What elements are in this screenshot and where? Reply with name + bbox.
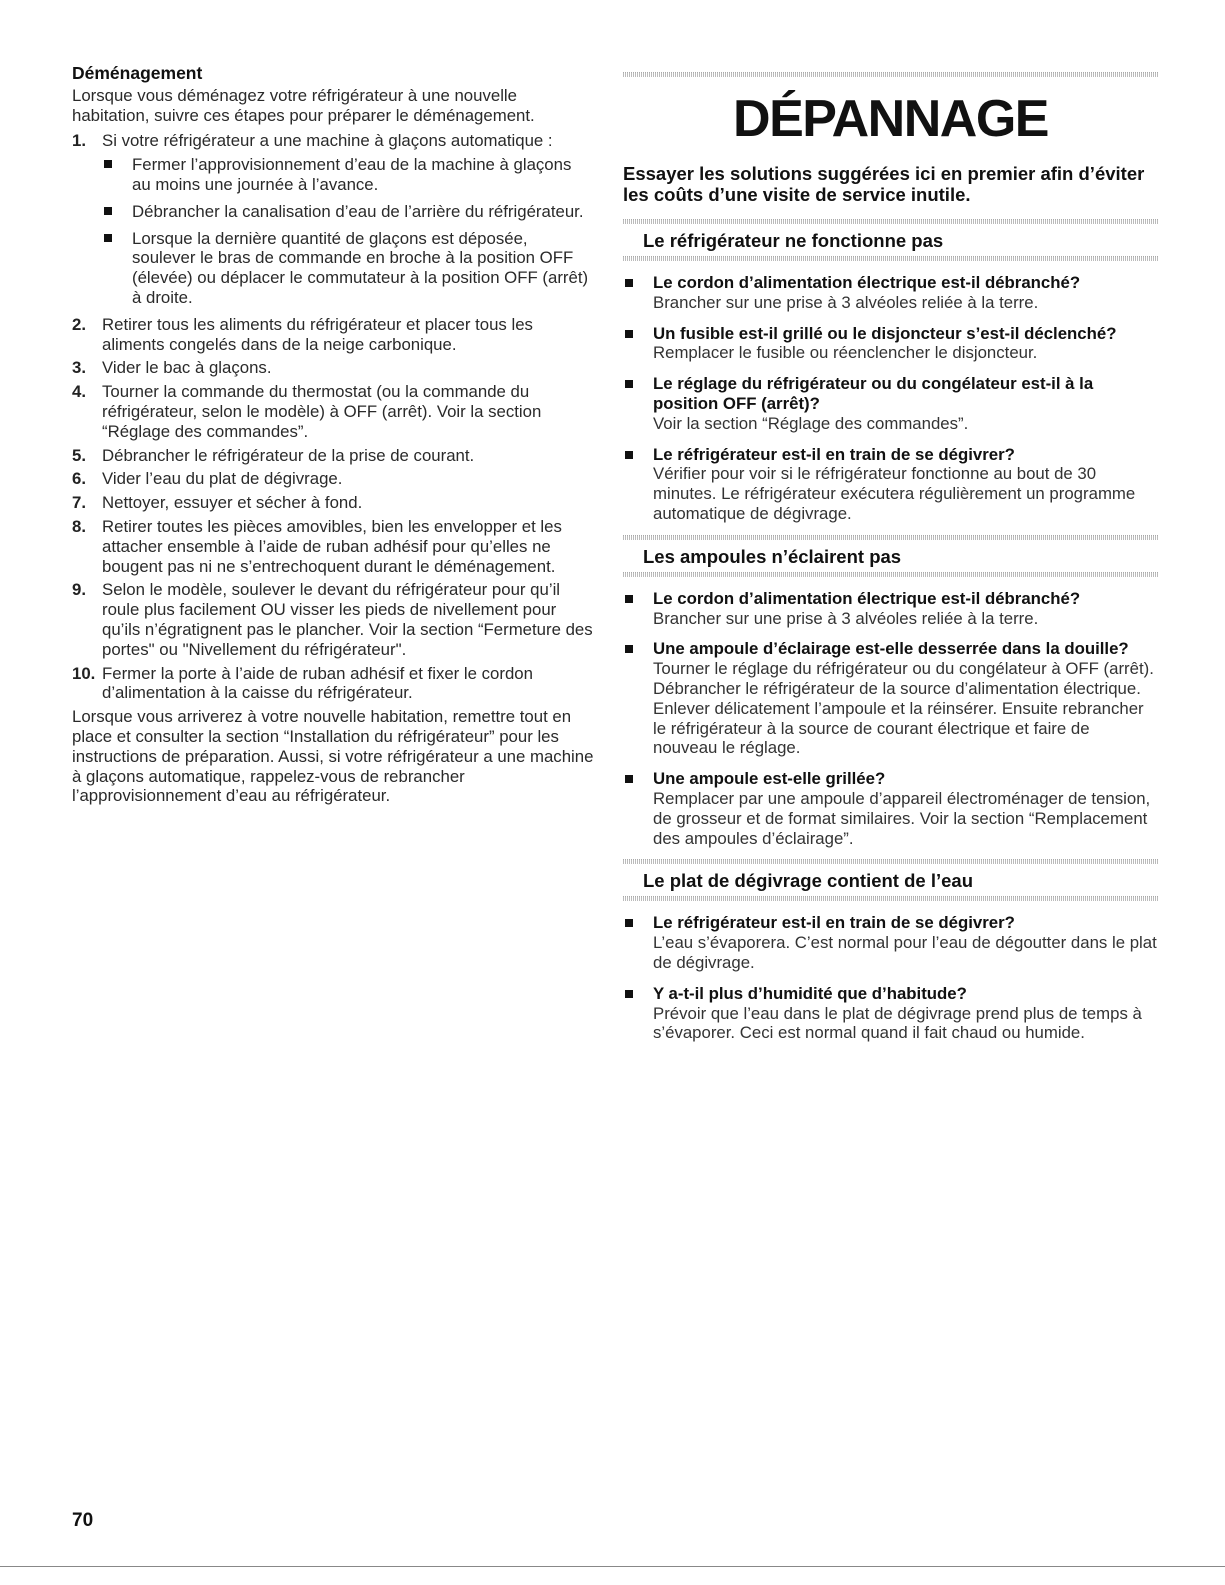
section-title: Le réfrigérateur ne fonctionne pas xyxy=(643,230,944,251)
page-number: 70 xyxy=(72,1510,94,1531)
step-number: 7. xyxy=(72,493,86,513)
answer-text: Tourner le réglage du réfrigérateur ou du congélateur à OFF (arrêt). Débrancher le réfrigérateur de la source d’alimentation électrique. Enlever délicatement l’ampoule et la réinsérer. Ensuite rebrancher le réfrigérateur à la source de courant électrique et faire de nouveau le réglage. xyxy=(653,659,1154,758)
square-bullet-icon xyxy=(104,160,112,168)
answer-text: Prévoir que l’eau dans le plat de dégivrage prend plus de temps à s’évaporer. Ceci est normal quand il fait chaud ou humide. xyxy=(653,1003,1142,1043)
answer-text: Brancher sur une prise à 3 alvéoles reliée à la terre. xyxy=(653,292,1039,312)
step-item xyxy=(72,493,594,513)
square-bullet-icon xyxy=(104,234,112,242)
question-item xyxy=(623,984,1158,1043)
question-item xyxy=(623,445,1158,524)
question-text: Le réfrigérateur est-il en train de se dégivrer? xyxy=(653,444,1015,464)
bottom-divider xyxy=(0,1566,1225,1567)
divider xyxy=(623,572,1158,577)
step-number: 6. xyxy=(72,469,86,489)
sub-bullet-item xyxy=(102,229,594,308)
step-text: Selon le modèle, soulever le devant du réfrigérateur pour qu’il roule plus facilement OU visser les pieds de nivellement pour qu’ils n’égratignent pas le plancher. Voir la section “Fermeture des portes" ou "Nivellement du réfrigérateur". xyxy=(102,580,593,659)
moving-closing: Lorsque vous arriverez à votre nouvelle habitation, remettre tout en place et consulter la section “Installation du réfrigérateur” pour les instructions de préparation. Aussi, si votre réfrigérateur a une machine à glaçons automatique, rappelez-vous de rebrancher l’approvisionnement d’eau au réfrigérateur. xyxy=(72,707,594,806)
section-title: Le plat de dégivrage contient de l’eau xyxy=(643,870,973,892)
question-text: Le cordon d’alimentation électrique est-il débranché? xyxy=(653,588,1081,608)
step-text: Vider l’eau du plat de dégivrage. xyxy=(102,469,343,489)
sub-bullet-item xyxy=(102,155,594,195)
step-item xyxy=(72,382,594,441)
troubleshooting-intro: Essayer les solutions suggérées ici en premier afin d’éviter les coûts d’une visite de service inutile. xyxy=(623,163,1145,205)
square-bullet-icon xyxy=(625,645,633,653)
square-bullet-icon xyxy=(625,380,633,388)
answer-text: Vérifier pour voir si le réfrigérateur fonctionne au bout de 30 minutes. Le réfrigérateur exécutera régulièrement un programme automatique de dégivrage. xyxy=(653,464,1136,523)
moving-steps xyxy=(72,131,594,703)
square-bullet-icon xyxy=(625,990,633,998)
question-list xyxy=(623,913,1158,1043)
square-bullet-icon xyxy=(625,775,633,783)
step-number: 1. xyxy=(72,131,86,151)
step-number: 4. xyxy=(72,382,86,402)
page-title: DÉPANNAGE xyxy=(733,90,1048,148)
step-item xyxy=(72,469,594,489)
divider xyxy=(623,72,1158,77)
square-bullet-icon xyxy=(625,279,633,287)
moving-intro: Lorsque vous déménagez votre réfrigérateur à une nouvelle habitation, suivre ces étapes pour préparer le déménagement. xyxy=(72,85,535,125)
square-bullet-icon xyxy=(625,595,633,603)
step-text: Débrancher le réfrigérateur de la prise de courant. xyxy=(102,445,475,465)
step-text: Fermer la porte à l’aide de ruban adhésif et fixer le cordon d’alimentation à la caisse du réfrigérateur. xyxy=(102,663,533,703)
question-text: Le réfrigérateur est-il en train de se dégivrer? xyxy=(653,913,1015,933)
question-text: Une ampoule d’éclairage est-elle desserrée dans la douille? xyxy=(653,639,1129,659)
divider xyxy=(623,256,1158,261)
answer-text: Brancher sur une prise à 3 alvéoles reliée à la terre. xyxy=(653,608,1039,628)
step-item xyxy=(72,664,594,704)
answer-text: Voir la section “Réglage des commandes”. xyxy=(653,413,969,433)
step-text: Retirer tous les aliments du réfrigérateur et placer tous les aliments congelés dans de la neige carbonique. xyxy=(102,314,533,354)
step-item xyxy=(72,517,594,576)
step-item xyxy=(72,315,594,355)
square-bullet-icon xyxy=(625,919,633,927)
square-bullet-icon xyxy=(625,330,633,338)
question-text: Le cordon d’alimentation électrique est-il débranché? xyxy=(653,273,1081,292)
answer-text: Remplacer par une ampoule d’appareil électroménager de tension, de grosseur et de format similaires. Voir la section “Remplacement des ampoules d’éclairage”. xyxy=(653,788,1151,848)
question-text: Une ampoule est-elle grillée? xyxy=(653,769,886,789)
step-sublist xyxy=(102,155,594,308)
question-item xyxy=(623,324,1158,364)
square-bullet-icon xyxy=(104,207,112,215)
step-item xyxy=(72,580,594,659)
question-item xyxy=(623,769,1158,848)
question-item xyxy=(623,913,1158,972)
section-title: Les ampoules n’éclairent pas xyxy=(643,545,902,567)
answer-text: L’eau s’évaporera. C’est normal pour l’eau de dégoutter dans le plat de dégivrage. xyxy=(653,933,1157,972)
step-item xyxy=(72,131,594,307)
question-text: Y a-t-il plus d’humidité que d’habitude? xyxy=(653,983,967,1003)
question-item xyxy=(623,639,1158,758)
sub-bullet-text: Débrancher la canalisation d’eau de l’arrière du réfrigérateur. xyxy=(132,201,584,221)
step-text: Nettoyer, essuyer et sécher à fond. xyxy=(102,493,363,513)
divider xyxy=(623,896,1158,901)
step-number: 8. xyxy=(72,516,86,536)
step-item xyxy=(72,358,594,378)
moving-heading: Déménagement xyxy=(72,63,203,83)
sub-bullet-item xyxy=(102,202,594,222)
step-number: 3. xyxy=(72,358,86,378)
question-item xyxy=(623,273,1158,313)
question-item xyxy=(623,374,1158,433)
moving-column xyxy=(72,64,594,812)
step-number: 2. xyxy=(72,314,86,334)
square-bullet-icon xyxy=(625,451,633,459)
question-item xyxy=(623,589,1158,629)
question-list xyxy=(623,589,1158,849)
question-text: Le réglage du réfrigérateur ou du congélateur est-il à la position OFF (arrêt)? xyxy=(653,374,1094,413)
step-text: Retirer toutes les pièces amovibles, bien les envelopper et les attacher ensemble à l’aide de ruban adhésif pour qu’elles ne bougent pas ni ne s’entrechoquent durant le déménagement. xyxy=(102,516,562,576)
sub-bullet-text: Fermer l’approvisionnement d’eau de la machine à glaçons au moins une journée à l’avance. xyxy=(132,155,572,194)
answer-text: Remplacer le fusible ou réenclencher le disjoncteur. xyxy=(653,343,1038,363)
step-text: Tourner la commande du thermostat (ou la commande du réfrigérateur, selon le modèle) à OFF (arrêt). Voir la section “Réglage des commandes”. xyxy=(102,382,542,441)
step-number: 10. xyxy=(72,663,96,683)
sub-bullet-text: Lorsque la dernière quantité de glaçons est déposée, soulever le bras de commande en broche à la position OFF (élevée) ou déplacer le commutateur à la position OFF (arrêt) à droite. xyxy=(132,228,589,307)
step-item xyxy=(72,446,594,466)
troubleshooting-column xyxy=(623,72,1158,1054)
step-number: 9. xyxy=(72,580,86,600)
question-list xyxy=(623,273,1158,524)
step-text: Si votre réfrigérateur a une machine à glaçons automatique : xyxy=(102,131,553,151)
step-number: 5. xyxy=(72,445,86,465)
question-text: Un fusible est-il grillé ou le disjoncteur s’est-il déclenché? xyxy=(653,323,1117,343)
step-text: Vider le bac à glaçons. xyxy=(102,358,272,378)
